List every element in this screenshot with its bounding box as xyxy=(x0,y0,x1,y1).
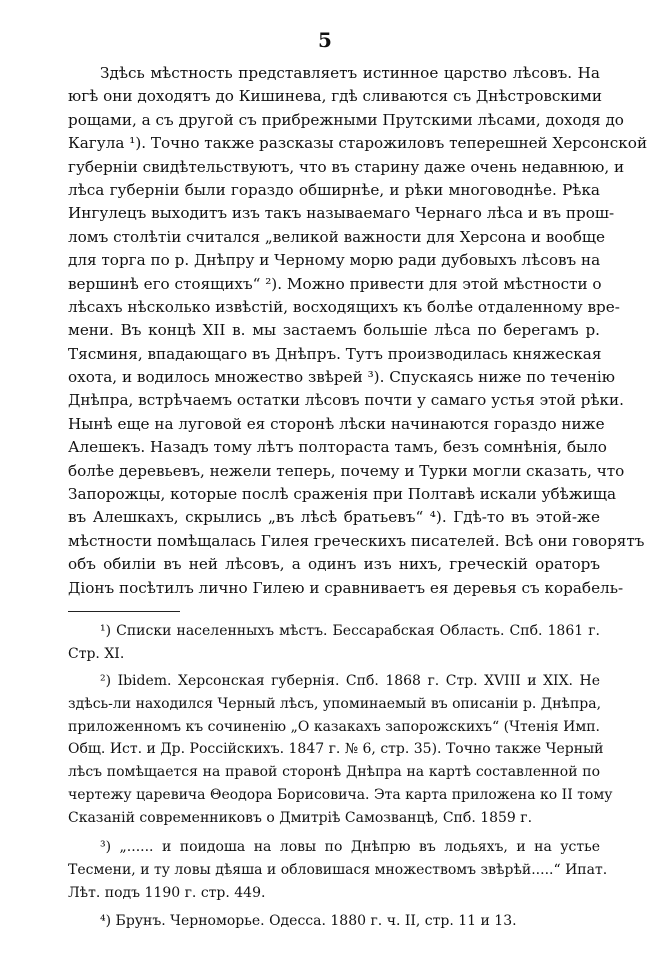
text-line: губерніи свидѣтельствуютъ, что въ старину даже очень недавнюю, и xyxy=(68,157,625,176)
text-line: мѣстности помѣщалась Гилея греческихъ писателей. Всѣ они говорятъ xyxy=(68,531,645,550)
main-text xyxy=(68,62,648,600)
footnote-line: ²) Ibidem. Херсонская губернія. Спб. 1868 г. Стр. XVIII и XIX. Не xyxy=(100,673,600,689)
text-line: охота, и водилось множество звѣрей ³). Спускаясь ниже по теченію xyxy=(68,368,615,387)
text-line: рощами, а съ другой съ прибрежными Прутскими лѣсами, доходя до xyxy=(68,110,624,129)
text-line: югѣ они доходятъ до Кишинева, гдѣ сливаются съ Днѣстровскими xyxy=(68,87,602,106)
footnote-line: Лѣт. подъ 1190 г. стр. 449. xyxy=(68,884,266,901)
footnote-line: Стр. XI. xyxy=(68,645,125,662)
text-line: Запорожцы, которые послѣ сраженія при Полтавѣ искали убѣжища xyxy=(68,485,617,504)
text-line: лѣсахъ нѣсколько извѣстій, восходящихъ къ болѣе отдаленному вре- xyxy=(68,297,620,316)
footnote-line: Тесмени, и ту ловы дѣяша и обловишася множествомъ звѣрѣй.....“ Ипат. xyxy=(68,861,608,878)
text-line: для торга по р. Днѣпру и Черному морю ради дубовыхъ лѣсовъ на xyxy=(68,251,601,270)
text-line: объ обиліи въ ней лѣсовъ, а одинъ изъ нихъ, греческій ораторъ xyxy=(68,555,600,574)
footnote-divider xyxy=(68,611,180,612)
text-line: въ Алешкахъ, скрылись „въ лѣсѣ братьевъ“ ⁴). Гдѣ-то въ этой-же xyxy=(68,508,600,527)
footnote-line: приложенномъ къ сочиненію „О казакахъ запорожскихъ“ (Чтенія Имп. xyxy=(68,718,600,735)
text-line: мени. Въ концѣ XII в. мы застаемъ большіе лѣса по берегамъ р. xyxy=(68,321,600,340)
text-line: Ингулецъ выходитъ изъ такъ называемаго Чернаго лѣса и въ прош- xyxy=(68,204,615,223)
text-line: Кагула ¹). Точно также разсказы старожиловъ теперешней Херсонской xyxy=(68,134,648,153)
text-line: Діонъ посѣтилъ лично Гилею и сравниваетъ ея деревья съ корабель- xyxy=(68,578,624,597)
text-line: Нынѣ еще на луговой ея сторонѣ лѣски начинаются гораздо ниже xyxy=(68,414,605,433)
text-line: Алешекъ. Назадъ тому лѣтъ полтораста тамъ, безъ сомнѣнія, было xyxy=(68,438,607,457)
text-line: Здѣсь мѣстность представляетъ истинное царство лѣсовъ. На xyxy=(100,64,600,82)
footnote-line: Сказаній современниковъ о Дмитріѣ Самозванцѣ, Спб. 1859 г. xyxy=(68,809,533,826)
footnote-line: лѣсъ помѣщается на правой сторонѣ Днѣпра на картѣ составленной по xyxy=(68,764,600,781)
footnote-line: здѣсь-ли находился Черный лѣсъ, упоминаемый въ описаніи р. Днѣпра, xyxy=(68,695,602,712)
text-line: Тясминя, впадающаго въ Днѣпръ. Тутъ производилась княжеская xyxy=(68,344,602,363)
page-number: 5 xyxy=(318,28,332,52)
text-line: ломъ столѣтіи считался „великой важности для Херсона и вообще xyxy=(68,227,605,246)
footnote-4 xyxy=(68,910,600,933)
footnote-1 xyxy=(68,620,600,666)
text-line: вершинѣ его стоящихъ“ ²). Можно привести для этой мѣстности о xyxy=(68,274,602,293)
footnote-line: ⁴) Брунъ. Черноморье. Одесса. 1880 г. ч. II, стр. 11 и 13. xyxy=(100,913,517,929)
footnote-3 xyxy=(68,836,608,904)
footnote-line: Общ. Ист. и Др. Россійскихъ. 1847 г. № 6, стр. 35). Точно также Черный xyxy=(68,741,604,758)
footnote-line: чертежу царевича Θеодора Борисовича. Эта карта приложена ко II тому xyxy=(68,786,613,803)
footnote-2 xyxy=(68,670,613,830)
text-line: болѣе деревьевъ, нежели теперь, почему и Турки могли сказать, что xyxy=(68,461,625,480)
text-line: лѣса губерніи были гораздо обширнѣе, и рѣки многоводнѣе. Рѣка xyxy=(68,180,600,199)
text-line: Днѣпра, встрѣчаемъ остатки лѣсовъ почти у самаго устья этой рѣки. xyxy=(68,391,624,410)
footnote-line: ³) „...... и поидоша на ловы по Днѣпрю въ лодьяхъ, и на устье xyxy=(100,839,600,855)
footnote-line: ¹) Списки населенныхъ мѣстъ. Бессарабская Область. Спб. 1861 г. xyxy=(100,623,600,639)
